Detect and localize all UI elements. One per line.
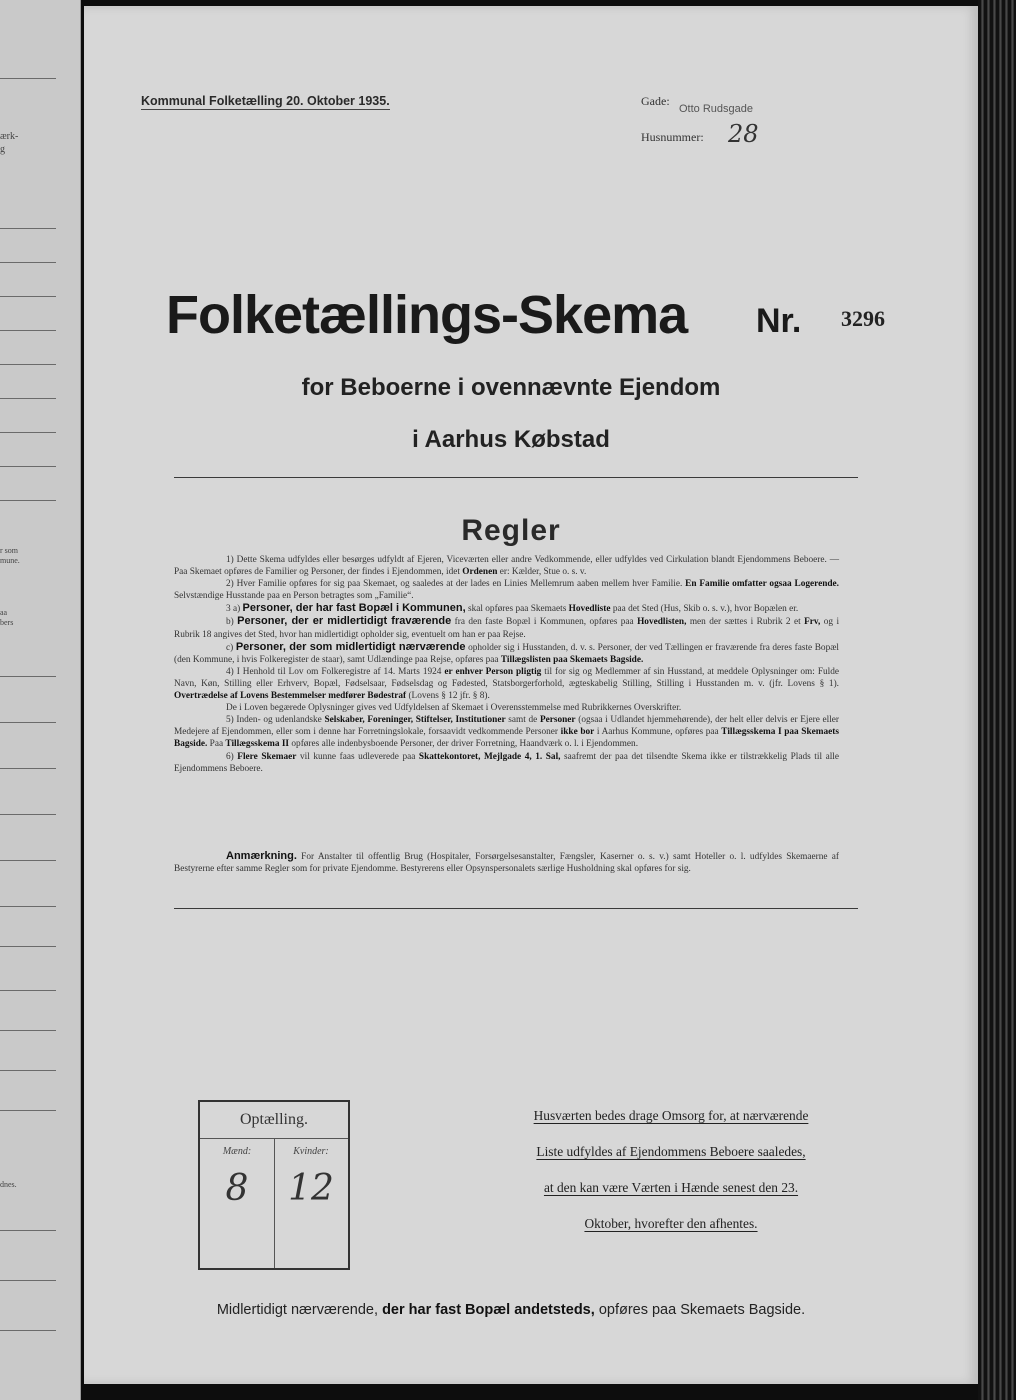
form-line: [0, 1280, 56, 1281]
form-title: Folketællings-Skema: [166, 285, 688, 345]
tally-women-value: 12: [288, 1168, 334, 1209]
rule-4-note: De i Loven begærede Oplysninger gives ved Udfyldelsen af Skemaet i Overensstemmelse med Rubrikkernes Overskrifter.: [226, 703, 682, 714]
rules-body: [174, 554, 839, 775]
form-line: [0, 1070, 56, 1071]
notice-line: at den kan være Værten i Hænde senest den 23.: [543, 1180, 799, 1195]
rule-5: 5) Inden- og udenlandske Selskaber, Foreninger, Stiftelser, Institutioner samt de Personer (ogsaa i Udlandet hjemmehørende), der helt eller delvis er Ejere eller Medejere af Ejendommen, eller som i denne har Forretningslokale, forsaavidt vedkommende Personer ikke bor i Aarhus Kommune, opføres paa Tillægsskema I paa Skemaets Bagside. Paa Tillægsskema II opføres alle indenbysboende Personer, der driver Forretning, Haandværk o. l. i Ejendommen.: [174, 715, 840, 750]
form-line: [0, 814, 56, 815]
fragment-text: aa bers: [0, 608, 14, 627]
landlord-notice: [496, 1098, 846, 1242]
form-line: [0, 676, 56, 677]
tally-box: [198, 1100, 350, 1270]
divider: [174, 477, 858, 478]
form-line: [0, 432, 56, 433]
form-line: [0, 1110, 56, 1111]
note-text: For Anstalter til offentlig Brug (Hospitaler, Forsørgelsesanstalter, Fængsler, Kaserner o. s. v.) samt Hoteller o. l. udfyldes Skemaerne af Bestyrerne efter samme Regler som for private Ejendomme. Bestyrerens eller Opsynspersonalets særlige Husholdning skal opføres for sig.: [174, 852, 839, 875]
form-line: [0, 330, 56, 331]
form-line: [0, 990, 56, 991]
rules-heading: Regler: [461, 514, 561, 547]
tally-men-label: Mænd:: [222, 1146, 252, 1157]
tally-title: Optælling.: [200, 1102, 348, 1139]
form-line: [0, 906, 56, 907]
house-number-label: Husnummer:: [641, 130, 704, 144]
form-line: [0, 500, 56, 501]
rule-3c: c) Personer, der som midlertidigt nærværende opholder sig i Husstanden, d. v. s. Personer, der ved Tællingen er fraværende fra deres faste Bopæl (den Kommune, i hvis Folkeregister de staar), samt Udlændinge paa Rejse, opføres paa Tillægslisten paa Skemaets Bagside.: [174, 640, 840, 665]
tally-men-value: 8: [225, 1168, 249, 1209]
form-line: [0, 722, 56, 723]
tally-women-label: Kvinder:: [293, 1146, 329, 1157]
divider: [174, 908, 858, 909]
form-line: [0, 466, 56, 467]
rule-2: 2) Hver Familie opføres for sig paa Skemaet, og saaledes at der lades en Linies Mellemrum aaben mellem hver Familie. En Familie omfatter ogsaa Logerende. Selvstændige Husstande paa en Person betragtes som „Familie“.: [174, 579, 839, 602]
rule-3a: 3 a) Personer, der har fast Bopæl i Kommunen, skal opføres paa Skemaets Hovedliste paa det Sted (Hus, Skib o. s. v.), hvor Bopælen er.: [226, 602, 799, 615]
rule-3b: b) Personer, der er midlertidigt fraværende fra den faste Bopæl i Kommunen, opføres paa Hovedlisten, men der sættes i Rubrik 2 et Frv, og i Rubrik 18 angives det Sted, hvor han midlertidigt opholder sig, eventuelt om han er paa Rejse.: [174, 615, 840, 640]
rule-1: 1) Dette Skema udfyldes eller besørges udfyldt af Ejeren, Viceværten eller andre Vedkommende, eller udfyldes ved Cirkulation blandt Ejendommens Beboere. — Paa Skemaet opføres de Familier og Personer, der findes i Ejendommen, idet Ordenen er: Kælder, Stue o. s. v.: [174, 555, 839, 578]
rule-4: 4) I Henhold til Lov om Folkeregistre af 14. Marts 1924 er enhver Person pligtig til for sig og Medlemmer af sin Husstand, at meddele Oplysninger om: Fulde Navn, Køn, Stilling eller Erhverv, Bopæl, Fødselsaar, Fødselsdag og Fødested, Statsborgerforhold, ægteskabelig Stilling, Stilling i Husstanden m. v. (jfr. Lovens § 1). Overtrædelse af Lovens Bestemmelser medfører Bødestraf (Lovens § 12 jfr. § 8).: [174, 666, 839, 702]
street-value: Otto Rudsgade: [679, 103, 753, 115]
census-header: Kommunal Folketælling 20. Oktober 1935.: [141, 94, 390, 108]
form-line: [0, 228, 56, 229]
notice-line: Liste udfyldes af Ejendommens Beboere saaledes,: [536, 1144, 806, 1159]
book-spine-edge: [978, 0, 1016, 1400]
form-line: [0, 1230, 56, 1231]
form-line: [0, 946, 56, 947]
rule-6: 6) Flere Skemaer vil kunne faas udleverede paa Skattekontoret, Mejlgade 4, 1. Sal, saafremt der paa det tilsendte Skema ikke er tilstrækkelig Plads til alle Ejendommens Beboere.: [174, 751, 839, 774]
form-line: [0, 78, 56, 79]
form-line: [0, 768, 56, 769]
fragment-text: dnes.: [0, 1180, 17, 1189]
house-number-handwritten: 28: [728, 120, 759, 148]
form-line: [0, 1330, 56, 1331]
fragment-text: r som mune.: [0, 546, 20, 565]
street-label: Gade:: [641, 94, 670, 108]
annotation-note: [174, 850, 839, 875]
form-serial-number: 3296: [841, 306, 885, 331]
notice-line: Husværten bedes drage Omsorg for, at nærværende: [533, 1108, 809, 1123]
form-number-label: Nr.: [756, 302, 802, 340]
form-location: i Aarhus Købstad: [412, 426, 610, 453]
form-line: [0, 296, 56, 297]
note-label: Anmærkning.: [226, 850, 297, 862]
form-line: [0, 860, 56, 861]
form-line: [0, 364, 56, 365]
fragment-text: ærk- g: [0, 131, 19, 155]
form-line: [0, 1030, 56, 1031]
form-subtitle: for Beboerne i ovennævnte Ejendom: [301, 374, 721, 401]
footer-instruction: Midlertidigt nærværende, der har fast Bopæl andetsteds, opføres paa Skemaets Bagside.: [216, 1302, 806, 1318]
form-line: [0, 262, 56, 263]
form-line: [0, 398, 56, 399]
left-page-fragment: [0, 0, 81, 1400]
notice-line: Oktober, hvorefter den afhentes.: [584, 1216, 758, 1231]
census-form-page: [84, 6, 978, 1384]
